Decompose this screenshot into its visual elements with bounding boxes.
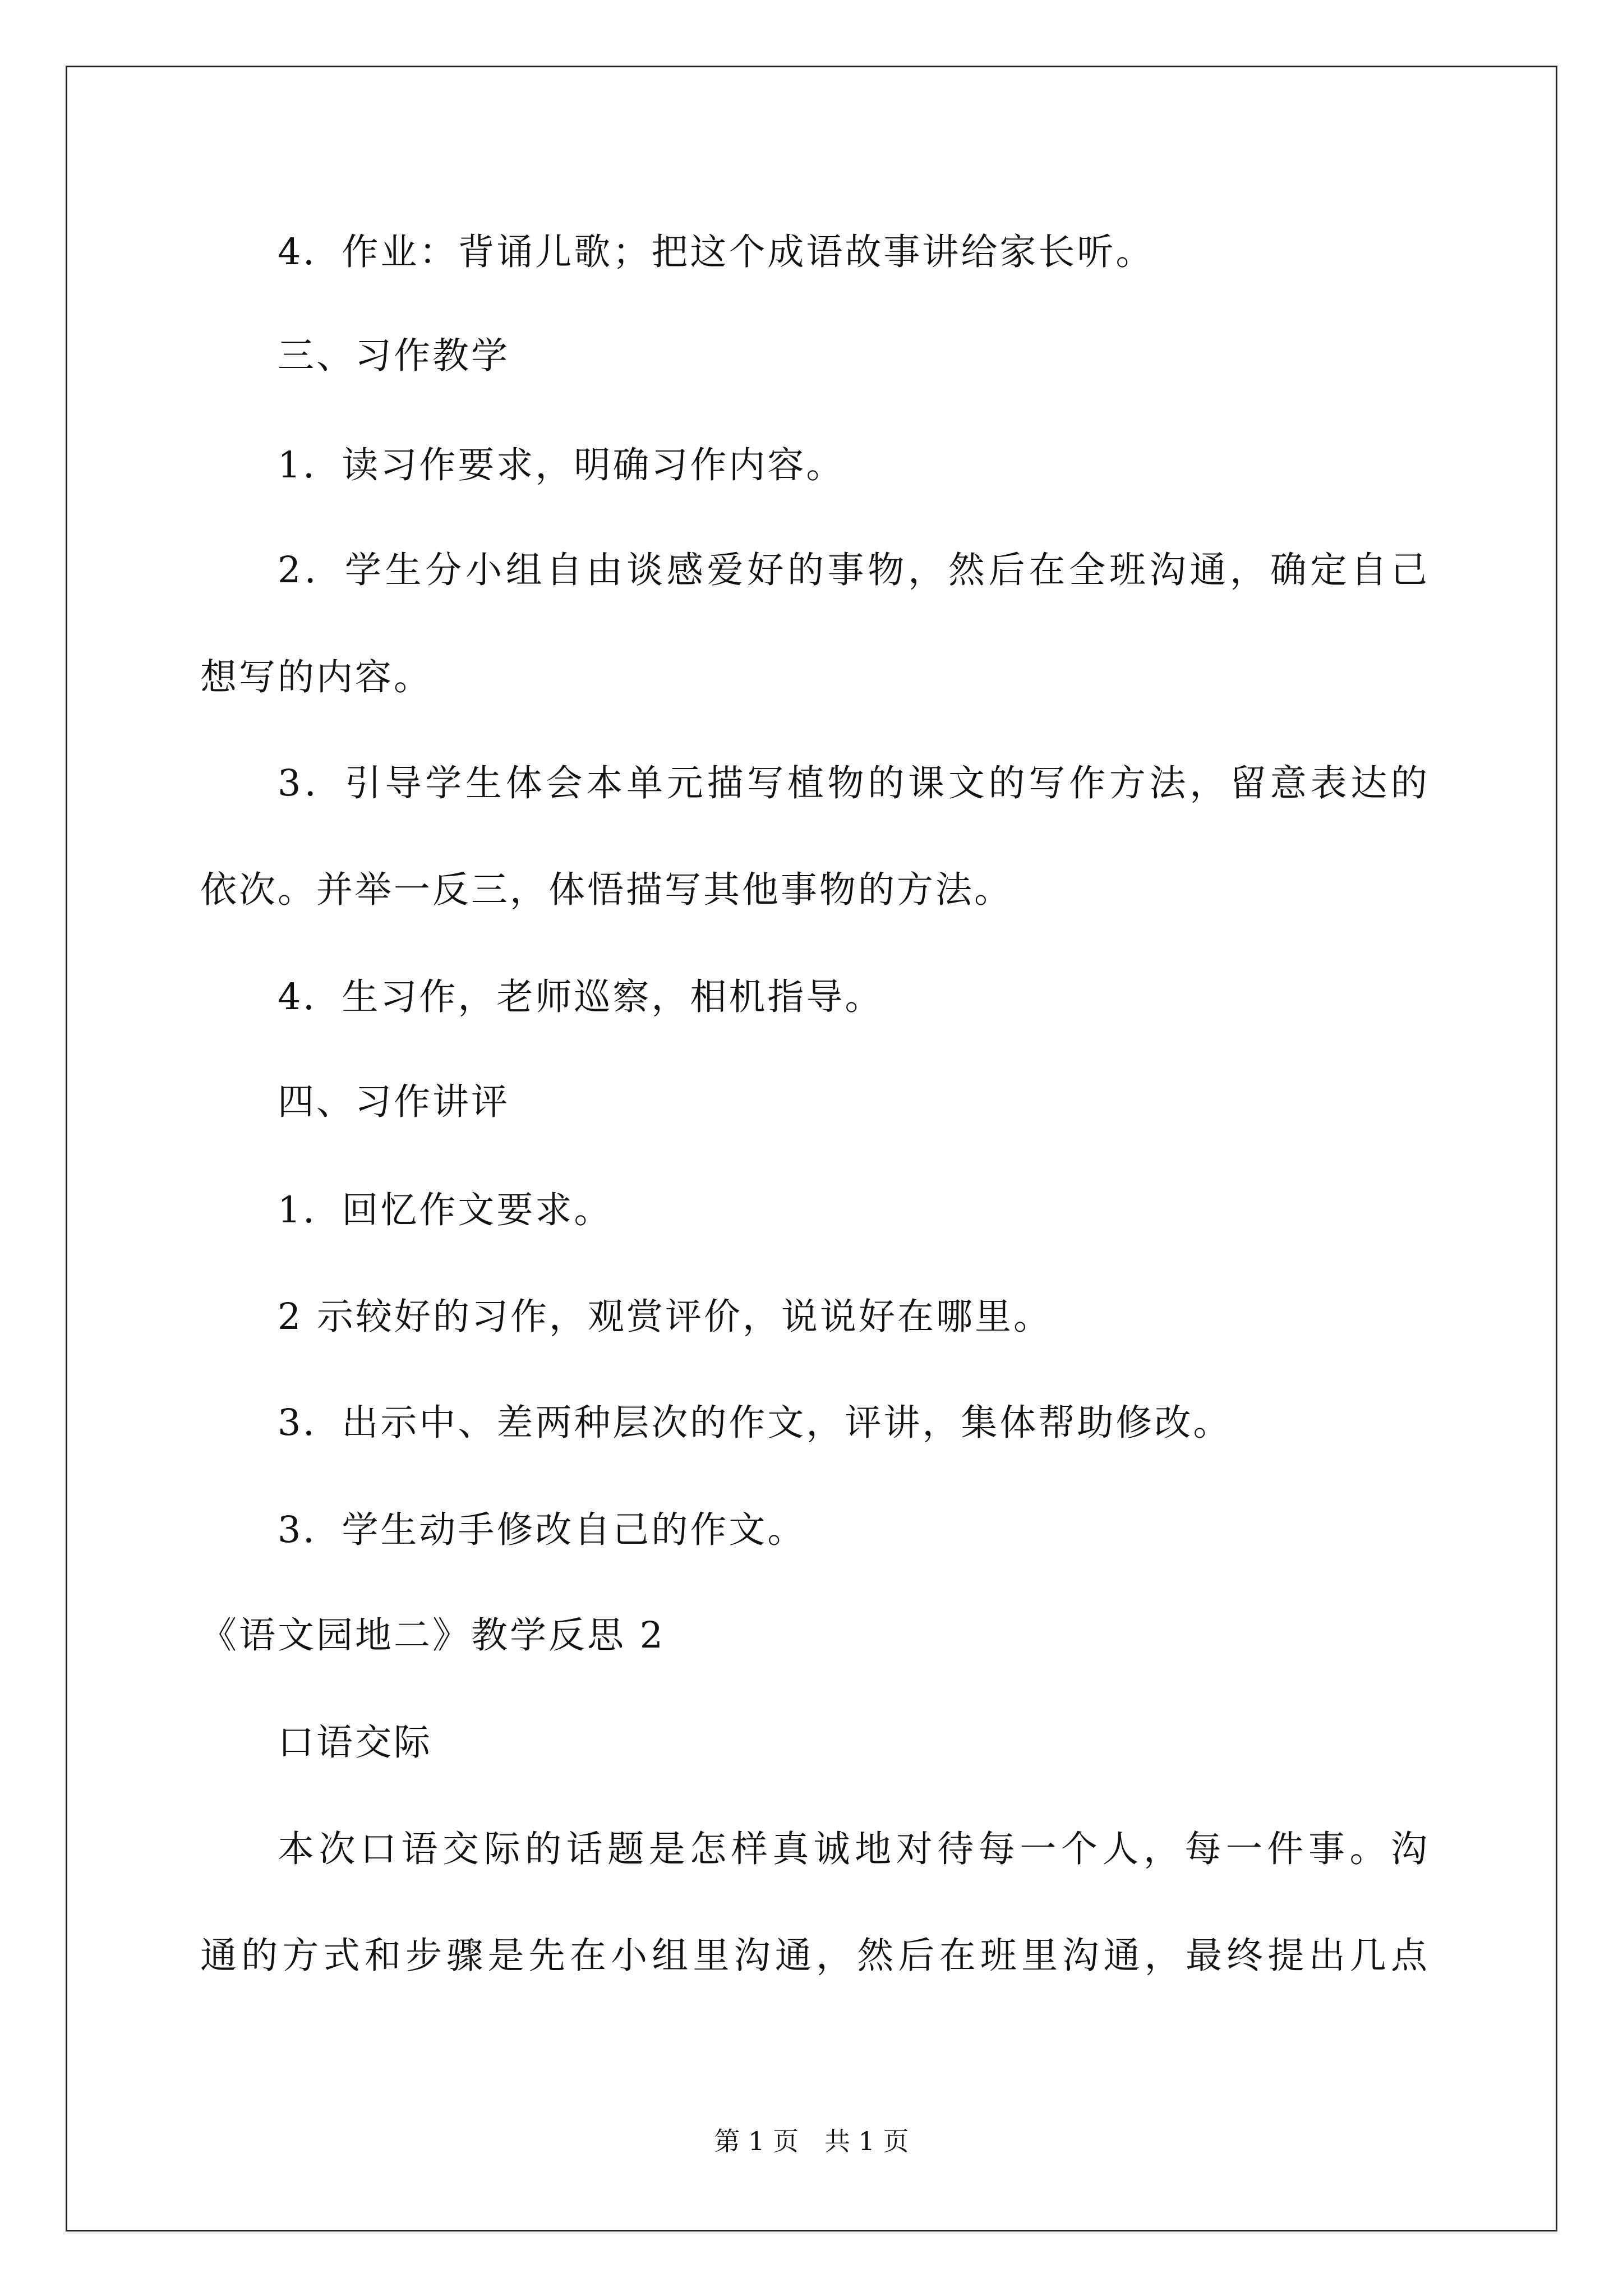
text-line: 2．学生分小组自由谈感爱好的事物，然后在全班沟通，确定自己	[278, 549, 1427, 591]
document-title: 《语文园地二》教学反思 2	[200, 1614, 666, 1657]
section-heading: 口语交际	[278, 1722, 433, 1764]
text-line: 1．回忆作文要求。	[278, 1189, 613, 1231]
text-line: 想写的内容。	[200, 656, 433, 698]
text-line: 3．学生动手修改自己的作文。	[278, 1509, 806, 1551]
text-line: 1．读习作要求，明确习作内容。	[278, 444, 845, 486]
section-heading: 四、习作讲评	[278, 1081, 510, 1123]
text-line: 4．作业：背诵儿歌；把这个成语故事讲给家长听。	[278, 231, 1155, 273]
text-line: 3．出示中、差两种层次的作文，评讲，集体帮助修改。	[278, 1402, 1232, 1444]
section-heading: 三、习作教学	[278, 335, 510, 377]
text-line: 4．生习作，老师巡察，相机指导。	[278, 976, 884, 1018]
text-line: 本次口语交际的话题是怎样真诚地对待每一个人，每一件事。沟	[278, 1828, 1427, 1870]
text-line: 依次。并举一反三，体悟描写其他事物的方法。	[200, 869, 1013, 911]
text-line: 通的方式和步骤是先在小组里沟通，然后在班里沟通，最终提出几点	[200, 1935, 1427, 1977]
page-number: 第 1 页 共 1 页	[714, 2126, 909, 2156]
text-line: 2 示较好的习作，观赏评价，说说好在哪里。	[278, 1296, 1053, 1338]
text-line: 3．引导学生体会本单元描写植物的课文的写作方法，留意表达的	[278, 762, 1427, 804]
